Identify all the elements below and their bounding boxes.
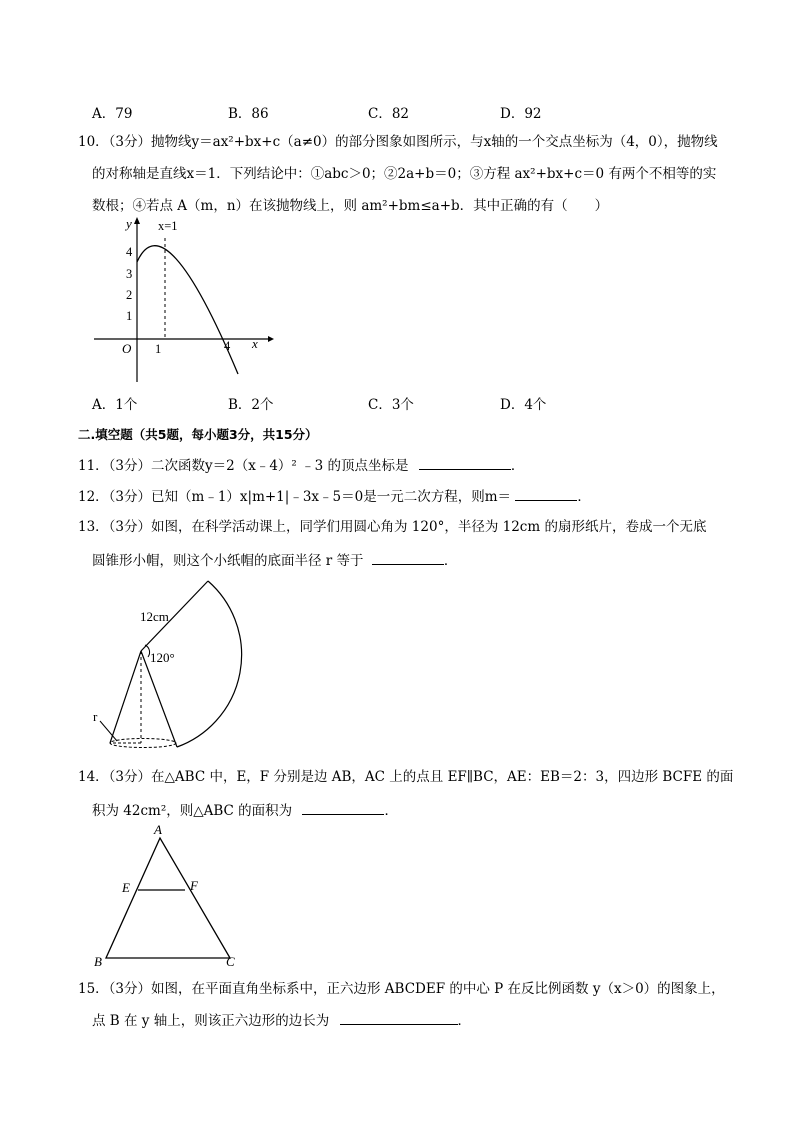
q12-answer-blank[interactable] <box>515 486 577 501</box>
x-tick-1: 1 <box>155 342 162 356</box>
q15-answer-blank[interactable] <box>340 1010 458 1025</box>
q10-option-a: A．1个 <box>92 397 138 413</box>
angle-label: 120° <box>150 650 175 665</box>
q9-option-d: D．92 <box>500 106 542 122</box>
q10-line2: 的对称轴是直线x＝1．下列结论中：①abc＞0；②2a+b＝0；③方程 ax²+bx+c＝0 有两个不相等的实 <box>92 166 717 182</box>
x-tick-4: 4 <box>224 339 231 353</box>
q9-option-c: C．82 <box>368 106 410 122</box>
q15-line1: 15．（3分）如图，在平面直角坐标系中，正六边形 ABCDEF 的中心 P 在反比例函数 y（x＞0）的图象上， <box>78 981 725 997</box>
sector-arc <box>177 581 242 747</box>
q13-cone-figure <box>90 575 250 755</box>
q11-text: 11．（3分）二次函数y＝2（x﹣4）² ﹣3 的顶点坐标是 <box>78 458 409 474</box>
label-b: B <box>94 954 102 969</box>
q15-line2: 点 B 在 y 轴上，则该正六边形的边长为 ． <box>92 1010 471 1030</box>
cone-left-edge <box>110 651 141 743</box>
label-f: F <box>190 878 198 893</box>
q13-answer-blank[interactable] <box>372 550 444 565</box>
radius-label: 12cm <box>140 609 169 624</box>
q12-line: 12．（3分）已知（m﹣1）x|m+1|﹣3x﹣5＝0是一元二次方程，则m＝ ． <box>78 486 591 506</box>
q14-triangle-figure <box>88 820 248 970</box>
q14-answer-blank[interactable] <box>302 800 384 815</box>
q10-option-b: B．2个 <box>228 397 274 413</box>
q15-text: 点 B 在 y 轴上，则该正六边形的边长为 <box>92 1013 330 1029</box>
sector-radius-bottom <box>141 651 177 747</box>
x-label: x <box>252 336 258 351</box>
label-e: E <box>122 880 130 895</box>
q10-parabola-graph <box>88 212 278 387</box>
y-label: y <box>126 216 132 231</box>
q10-option-d: D．4个 <box>500 397 547 413</box>
q14-text: 积为 42cm²，则△ABC 的面积为 <box>92 803 293 819</box>
q12-text: 12．（3分）已知（m﹣1）x|m+1|﹣3x﹣5＝0是一元二次方程，则m＝ <box>78 489 512 505</box>
q10-line3: 数根；④若点 A（m，n）在该抛物线上，则 am²+bm≤a+b．其中正确的有（ ） <box>92 198 609 214</box>
symmetry-label: x=1 <box>158 219 178 233</box>
section-title: 二.填空题（共5题，每小题3分，共15分） <box>78 427 318 442</box>
q14-line2: 积为 42cm²，则△ABC 的面积为 ． <box>92 800 398 820</box>
q13-line1: 13．（3分）如图，在科学活动课上，同学们用圆心角为 120°，半径为 12cm 的扇形纸片，卷成一个无底 <box>78 519 707 535</box>
y-tick-4: 4 <box>126 245 133 259</box>
q9-option-a: A．79 <box>92 106 133 122</box>
label-c: C <box>226 954 235 969</box>
r-label: r <box>93 709 98 724</box>
y-tick-3: 3 <box>126 267 133 281</box>
q13-text: 圆锥形小帽，则这个小纸帽的底面半径 r 等于 <box>92 553 364 569</box>
label-a: A <box>154 822 162 837</box>
q14-line1: 14．（3分）在△ABC 中，E，F 分别是边 AB，AC 上的点且 EF∥BC，AE：EB＝2：3，四边形 BCFE 的面 <box>78 769 734 785</box>
q10-option-c: C．3个 <box>368 397 414 413</box>
y-axis-arrow-icon <box>134 217 140 224</box>
q9-option-b: B．86 <box>228 106 269 122</box>
q11-line: 11．（3分）二次函数y＝2（x﹣4）² ﹣3 的顶点坐标是 ． <box>78 455 524 475</box>
y-tick-2: 2 <box>126 288 133 302</box>
y-tick-1: 1 <box>126 309 133 323</box>
triangle-abc <box>106 838 230 958</box>
parabola-curve <box>137 246 238 374</box>
x-axis-arrow-icon <box>268 336 274 342</box>
q11-answer-blank[interactable] <box>419 455 511 470</box>
origin-label: O <box>122 341 132 356</box>
q10-line1: 10．（3分）抛物线y＝ax²+bx+c（a≠0）的部分图象如图所示，与x轴的一个交点坐标为（4，0），抛物线 <box>78 134 718 150</box>
q13-line2: 圆锥形小帽，则这个小纸帽的底面半径 r 等于 ． <box>92 550 457 570</box>
